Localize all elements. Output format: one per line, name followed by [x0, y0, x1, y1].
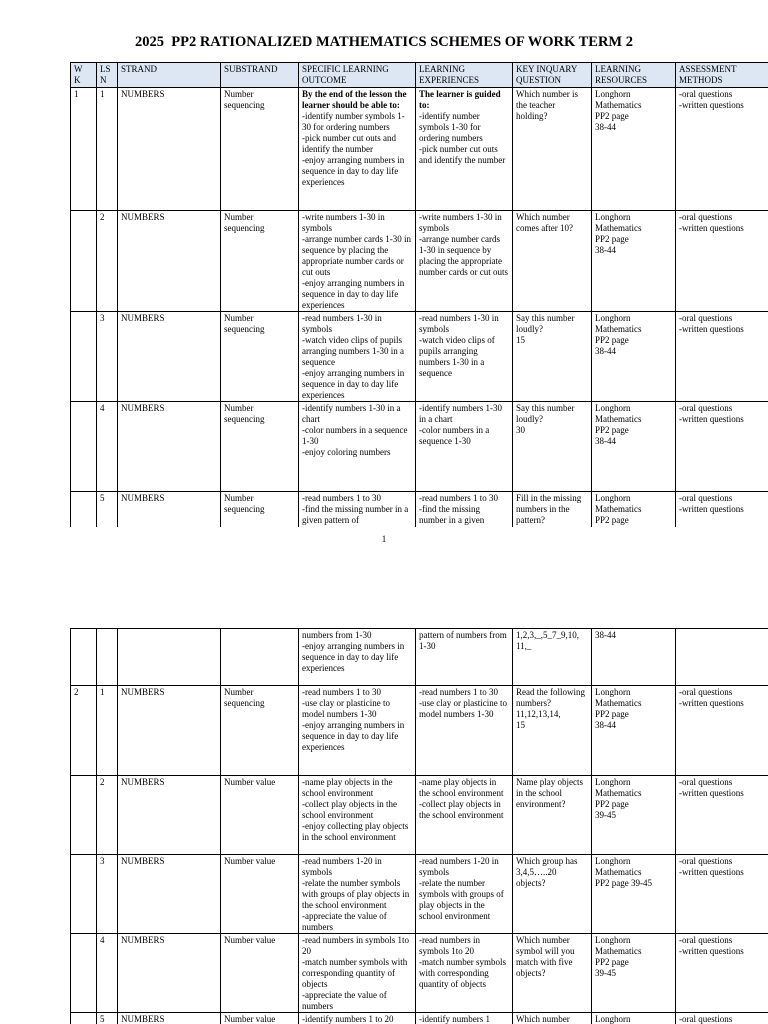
- cell-assessment-methods: -oral questions -written questions: [676, 934, 768, 1013]
- cell-strand: NUMBERS: [118, 88, 221, 211]
- cell-substrand: [221, 629, 299, 686]
- header-lsn: LS N: [97, 63, 118, 88]
- cell-wk: [71, 492, 97, 528]
- cell-lsn: 2: [97, 776, 118, 855]
- cell-assessment-methods: [676, 629, 768, 686]
- header-wk: W K: [71, 63, 97, 88]
- cell-substrand: Number sequencing: [221, 312, 299, 402]
- cell-specific-learning-outcome: -write numbers 1-30 in symbols -arrange number cards 1-30 in sequence by placing the appropriate number cards or cut outs -enjoy arranging numbers in sequence in day to day life experiences: [299, 211, 416, 312]
- cell-assessment-methods: -oral questions -written questions: [676, 776, 768, 855]
- cell-learning-resources: Longhorn Mathematics PP2 page 38-44: [592, 402, 676, 492]
- cell-learning-experiences: [416, 88, 513, 211]
- cell-key-inquiry-question: Which number symbol will you match with five objects?: [513, 934, 592, 1013]
- cell-strand: NUMBERS: [118, 855, 221, 934]
- table-header-row: [71, 63, 768, 88]
- cell-substrand: Number value: [221, 934, 299, 1013]
- cell-key-inquiry-question: Say this number loudly? 15: [513, 312, 592, 402]
- cell-specific-learning-outcome: [299, 88, 416, 211]
- table-row: [71, 492, 768, 528]
- cell-wk: [71, 211, 97, 312]
- cell-lsn: 5: [97, 1013, 118, 1024]
- cell-learning-resources: Longhorn Mathematics PP2 page 39-45: [592, 934, 676, 1013]
- cell-assessment-methods: -oral questions -written questions: [676, 855, 768, 934]
- document-title: 2025 PP2 RATIONALIZED MATHEMATICS SCHEMES OF WORK TERM 2: [134, 34, 633, 50]
- cell-wk: 2: [71, 686, 97, 776]
- header-substrand: SUBSTRAND: [221, 63, 299, 88]
- scheme-table-page-1: [70, 62, 768, 527]
- cell-wk: [71, 629, 97, 686]
- cell-key-inquiry-question: Read the following numbers? 11,12,13,14, 15: [513, 686, 592, 776]
- cell-learning-resources: Longhorn Mathematics PP2 page 38-44: [592, 88, 676, 211]
- cell-lsn: 4: [97, 402, 118, 492]
- cell-lsn: [97, 629, 118, 686]
- cell-learning-experiences: -read numbers 1 to 30 -use clay or plasticine to model numbers 1-30: [416, 686, 513, 776]
- le-text: -identify number symbols 1-30 for ordering numbers -pick number cut outs and identify the number: [419, 111, 506, 165]
- header-strand: STRAND: [118, 63, 221, 88]
- header-assessment-methods: ASSESSMENT METHODS: [676, 63, 768, 88]
- cell-substrand: Number sequencing: [221, 88, 299, 211]
- cell-wk: [71, 776, 97, 855]
- cell-wk: [71, 934, 97, 1013]
- cell-learning-experiences: -name play objects in the school environment -collect play objects in the school environment: [416, 776, 513, 855]
- le-intro: The learner is guided to:: [419, 89, 501, 110]
- cell-assessment-methods: -oral questions -written questions: [676, 492, 768, 528]
- cell-key-inquiry-question: 1,2,3,_,5_7_9,10, 11,_: [513, 629, 592, 686]
- cell-wk: [71, 402, 97, 492]
- cell-specific-learning-outcome: -read numbers in symbols 1to 20 -match number symbols with corresponding quantity of objects -appreciate the value of numbers: [299, 934, 416, 1013]
- header-learning-experiences: LEARNING EXPERIENCES: [416, 63, 513, 88]
- scheme-table-page-2: [70, 628, 768, 1024]
- cell-strand: NUMBERS: [118, 211, 221, 312]
- cell-specific-learning-outcome: -identify numbers 1-30 in a chart -color numbers in a sequence 1-30 -enjoy coloring numbers: [299, 402, 416, 492]
- cell-specific-learning-outcome: -name play objects in the school environment -collect play objects in the school environment -enjoy collecting play objects in the school environment: [299, 776, 416, 855]
- cell-learning-resources: Longhorn Mathematics PP2 page: [592, 492, 676, 528]
- cell-lsn: 1: [97, 686, 118, 776]
- page-number: 1: [381, 534, 387, 544]
- cell-learning-resources: Longhorn Mathematics PP2 page 39-45: [592, 855, 676, 934]
- table-row: [71, 1013, 768, 1024]
- header-key-inquiry-question: KEY INQUARY QUESTION: [513, 63, 592, 88]
- table-row: [71, 88, 768, 211]
- cell-substrand: Number sequencing: [221, 211, 299, 312]
- table-row: [71, 934, 768, 1013]
- cell-learning-experiences: -read numbers 1-20 in symbols -relate the number symbols with groups of play objects in the school environment: [416, 855, 513, 934]
- cell-substrand: Number value: [221, 776, 299, 855]
- cell-learning-resources: Longhorn Mathematics PP2 page 38-44: [592, 211, 676, 312]
- cell-learning-resources: Longhorn Mathematics PP2 page 39-45: [592, 776, 676, 855]
- header-learning-resources: LEARNING RESOURCES: [592, 63, 676, 88]
- cell-lsn: 2: [97, 211, 118, 312]
- slo-text: -identify number symbols 1-30 for ordering numbers -pick number cut outs and identify the number -enjoy arranging numbers in sequence in day to day life experiences: [302, 111, 405, 187]
- cell-substrand: Number sequencing: [221, 492, 299, 528]
- cell-specific-learning-outcome: -read numbers 1-30 in symbols -watch video clips of pupils arranging numbers 1-30 in a sequence -enjoy arranging numbers in sequence in day to day life experiences: [299, 312, 416, 402]
- cell-assessment-methods: -oral questions -written questions: [676, 686, 768, 776]
- cell-wk: 1: [71, 88, 97, 211]
- table-row: [71, 211, 768, 312]
- header-specific-learning-outcome: SPECIFIC LEARNING OUTCOME: [299, 63, 416, 88]
- cell-learning-experiences: -identify numbers 1: [416, 1013, 513, 1024]
- table-row: [71, 402, 768, 492]
- cell-strand: NUMBERS: [118, 686, 221, 776]
- cell-specific-learning-outcome: -identify numbers 1 to 20: [299, 1013, 416, 1024]
- cell-assessment-methods: -oral questions -written questions: [676, 402, 768, 492]
- cell-substrand: Number sequencing: [221, 686, 299, 776]
- cell-key-inquiry-question: Which group has 3,4,5…..20 objects?: [513, 855, 592, 934]
- cell-strand: NUMBERS: [118, 312, 221, 402]
- cell-specific-learning-outcome: numbers from 1-30 -enjoy arranging numbers in sequence in day to day life experiences: [299, 629, 416, 686]
- cell-assessment-methods: -oral questions: [676, 1013, 768, 1024]
- cell-strand: NUMBERS: [118, 776, 221, 855]
- cell-strand: NUMBERS: [118, 492, 221, 528]
- cell-lsn: 5: [97, 492, 118, 528]
- cell-learning-resources: Longhorn Mathematics PP2 page 38-44: [592, 686, 676, 776]
- cell-strand: [118, 629, 221, 686]
- cell-key-inquiry-question: Say this number loudly? 30: [513, 402, 592, 492]
- cell-substrand: Number value: [221, 1013, 299, 1024]
- slo-intro: By the end of the lesson the learner should be able to:: [302, 89, 407, 110]
- table-row: [71, 776, 768, 855]
- cell-substrand: Number sequencing: [221, 402, 299, 492]
- table-row: [71, 686, 768, 776]
- cell-lsn: 3: [97, 312, 118, 402]
- cell-assessment-methods: -oral questions -written questions: [676, 211, 768, 312]
- cell-wk: [71, 1013, 97, 1024]
- cell-assessment-methods: -oral questions -written questions: [676, 312, 768, 402]
- cell-learning-experiences: -read numbers in symbols 1to 20 -match number symbols with corresponding quantity of objects: [416, 934, 513, 1013]
- cell-key-inquiry-question: Which number: [513, 1013, 592, 1024]
- cell-wk: [71, 855, 97, 934]
- cell-learning-resources: Longhorn Mathematics PP2 page 38-44: [592, 312, 676, 402]
- cell-lsn: 4: [97, 934, 118, 1013]
- cell-substrand: Number value: [221, 855, 299, 934]
- cell-learning-experiences: pattern of numbers from 1-30: [416, 629, 513, 686]
- cell-learning-experiences: -read numbers 1 to 30 -find the missing number in a given: [416, 492, 513, 528]
- cell-learning-resources: Longhorn: [592, 1013, 676, 1024]
- cell-key-inquiry-question: Fill in the missing numbers in the pattern?: [513, 492, 592, 528]
- cell-learning-resources: 38-44: [592, 629, 676, 686]
- cell-strand: NUMBERS: [118, 934, 221, 1013]
- table-row: [71, 629, 768, 686]
- cell-strand: NUMBERS: [118, 402, 221, 492]
- cell-learning-experiences: -write numbers 1-30 in symbols -arrange number cards 1-30 in sequence by placing the appropriate number cards or cut outs: [416, 211, 513, 312]
- cell-wk: [71, 312, 97, 402]
- table-row: [71, 855, 768, 934]
- cell-key-inquiry-question: Name play objects in the school environment?: [513, 776, 592, 855]
- cell-key-inquiry-question: Which number is the teacher holding?: [513, 88, 592, 211]
- cell-learning-experiences: -identify numbers 1-30 in a chart -color numbers in a sequence 1-30: [416, 402, 513, 492]
- table-row: [71, 312, 768, 402]
- cell-learning-experiences: -read numbers 1-30 in symbols -watch video clips of pupils arranging numbers 1-30 in a sequence: [416, 312, 513, 402]
- cell-lsn: 1: [97, 88, 118, 211]
- cell-lsn: 3: [97, 855, 118, 934]
- cell-strand: NUMBERS: [118, 1013, 221, 1024]
- cell-specific-learning-outcome: -read numbers 1 to 30 -use clay or plasticine to model numbers 1-30 -enjoy arranging numbers in sequence in day to day life experiences: [299, 686, 416, 776]
- cell-specific-learning-outcome: -read numbers 1 to 30 -find the missing number in a given pattern of: [299, 492, 416, 528]
- cell-key-inquiry-question: Which number comes after 10?: [513, 211, 592, 312]
- cell-assessment-methods: -oral questions -written questions: [676, 88, 768, 211]
- cell-specific-learning-outcome: -read numbers 1-20 in symbols -relate the number symbols with groups of play objects in the school environment -appreciate the value of numbers: [299, 855, 416, 934]
